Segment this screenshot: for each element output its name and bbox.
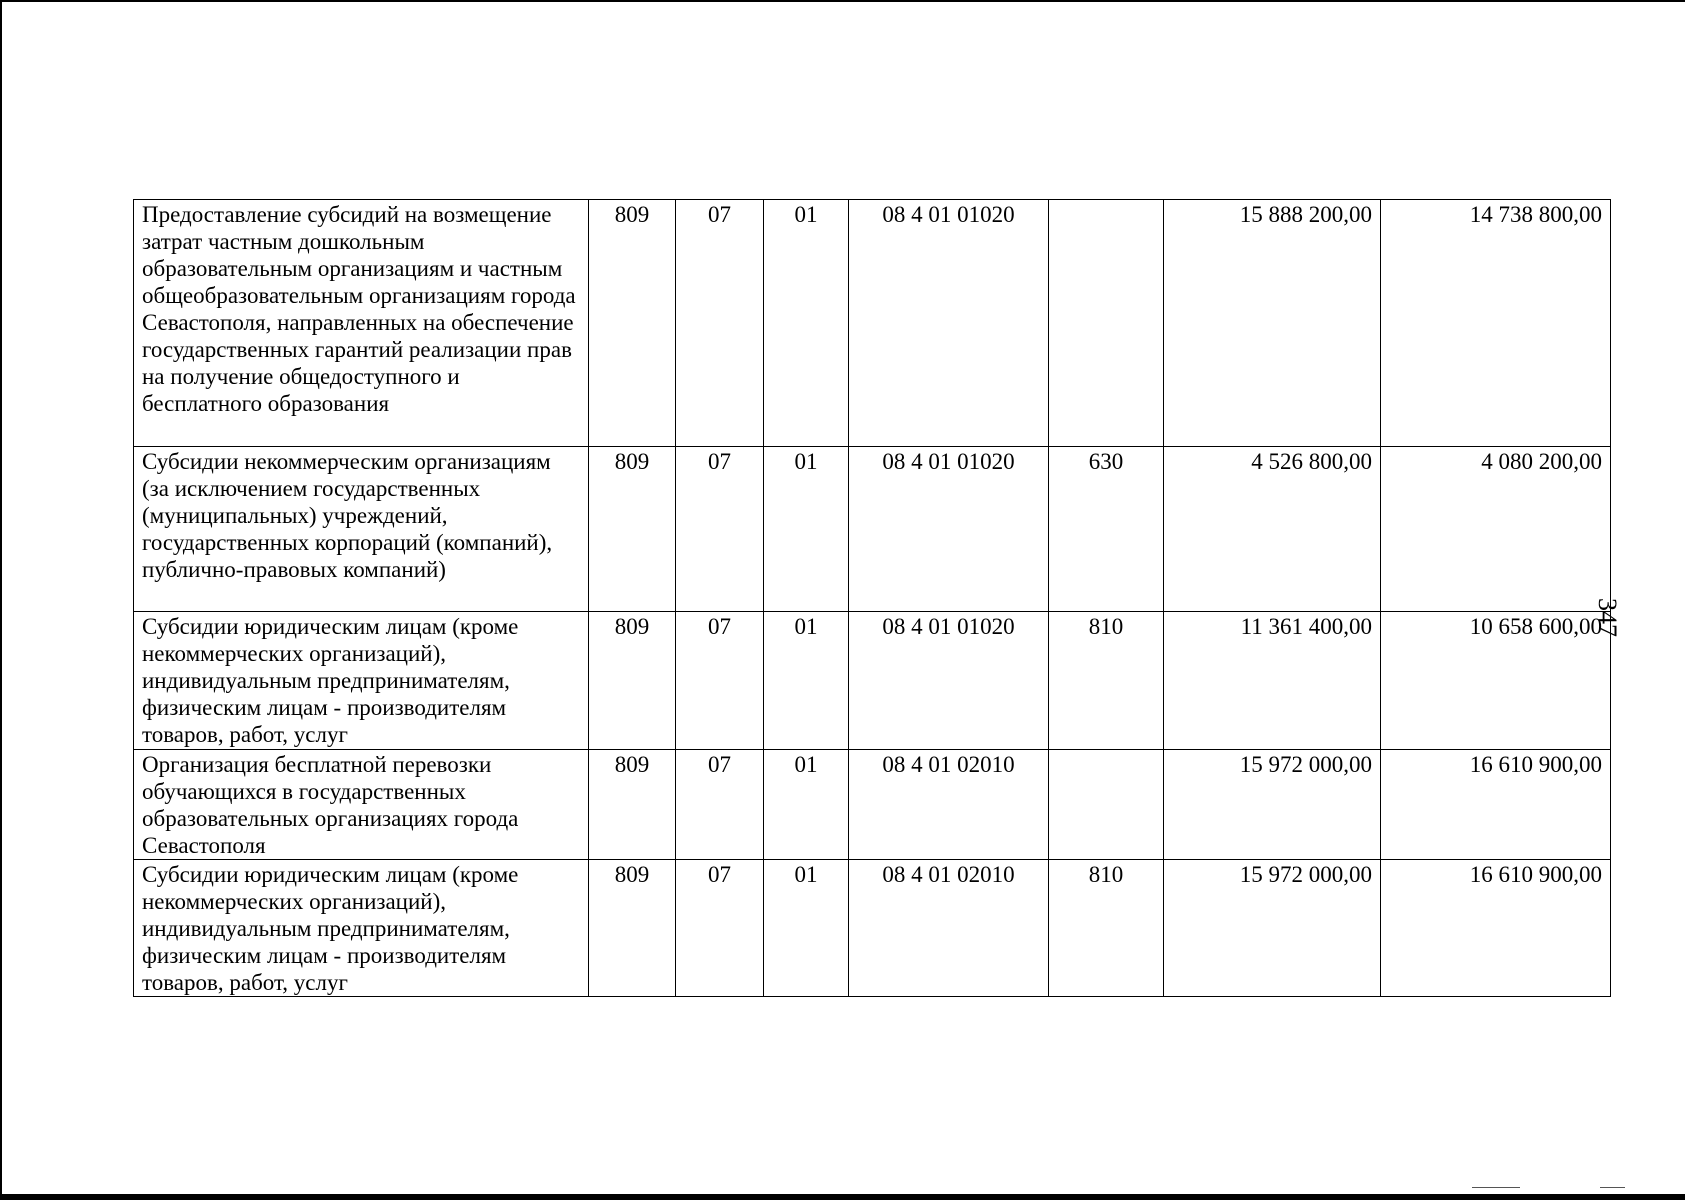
section-code-cell: 07	[676, 200, 764, 447]
target-article-cell: 08 4 01 01020	[849, 612, 1049, 750]
row-name-cell: Субсидии юридическим лицам (кроме некоммерческих организаций), индивидуальным предпринимателям, физическим лицам - производителям товаров, работ, услуг	[134, 612, 589, 750]
scan-mark	[1472, 1187, 1520, 1188]
amount-year1-cell: 15 972 000,00	[1164, 750, 1381, 860]
subsection-code-cell: 01	[764, 447, 849, 612]
ministry-code-cell: 809	[589, 860, 676, 997]
subsection-code-cell: 01	[764, 860, 849, 997]
expense-type-cell: 810	[1049, 860, 1164, 997]
amount-year2-cell: 16 610 900,00	[1381, 860, 1611, 997]
amount-year1-cell: 15 888 200,00	[1164, 200, 1381, 447]
section-code-cell: 07	[676, 612, 764, 750]
table-row	[134, 750, 1611, 860]
section-code-cell: 07	[676, 860, 764, 997]
ministry-code-cell: 809	[589, 200, 676, 447]
expense-type-cell: 810	[1049, 612, 1164, 750]
expense-type-cell: 630	[1049, 447, 1164, 612]
scan-border-top	[0, 0, 1685, 2]
ministry-code-cell: 809	[589, 612, 676, 750]
amount-year1-cell: 4 526 800,00	[1164, 447, 1381, 612]
scan-border-bottom	[0, 1194, 1685, 1200]
subsection-code-cell: 01	[764, 200, 849, 447]
subsection-code-cell: 01	[764, 612, 849, 750]
scan-border-left	[0, 0, 2, 1200]
scan-mark	[1600, 1187, 1625, 1188]
table-row	[134, 860, 1611, 997]
amount-year1-cell: 11 361 400,00	[1164, 612, 1381, 750]
target-article-cell: 08 4 01 01020	[849, 447, 1049, 612]
target-article-cell: 08 4 01 01020	[849, 200, 1049, 447]
budget-table	[133, 199, 1611, 997]
page-number: 347	[1593, 598, 1622, 637]
target-article-cell: 08 4 01 02010	[849, 750, 1049, 860]
expense-type-cell	[1049, 750, 1164, 860]
table-row	[134, 612, 1611, 750]
expense-type-cell	[1049, 200, 1164, 447]
target-article-cell: 08 4 01 02010	[849, 860, 1049, 997]
table-row	[134, 200, 1611, 447]
row-name-cell: Субсидии юридическим лицам (кроме некоммерческих организаций), индивидуальным предпринимателям, физическим лицам - производителям товаров, работ, услуг	[134, 860, 589, 997]
amount-year1-cell: 15 972 000,00	[1164, 860, 1381, 997]
amount-year2-cell: 14 738 800,00	[1381, 200, 1611, 447]
ministry-code-cell: 809	[589, 447, 676, 612]
section-code-cell: 07	[676, 750, 764, 860]
row-name-cell: Предоставление субсидий на возмещение затрат частным дошкольным образовательным организациям и частным общеобразовательным организациям города Севастополя, направленных на обеспечение государственных гарантий реализации прав на получение общедоступного и бесплатного образования	[134, 200, 589, 447]
table-row	[134, 447, 1611, 612]
row-name-cell: Организация бесплатной перевозки обучающихся в государственных образовательных организациях города Севастополя	[134, 750, 589, 860]
subsection-code-cell: 01	[764, 750, 849, 860]
section-code-cell: 07	[676, 447, 764, 612]
ministry-code-cell: 809	[589, 750, 676, 860]
row-name-cell: Субсидии некоммерческим организациям (за исключением государственных (муниципальных) учреждений, государственных корпораций (компаний), публично-правовых компаний)	[134, 447, 589, 612]
amount-year2-cell: 16 610 900,00	[1381, 750, 1611, 860]
amount-year2-cell: 4 080 200,00	[1381, 447, 1611, 612]
amount-year2-cell: 10 658 600,00	[1381, 612, 1611, 750]
